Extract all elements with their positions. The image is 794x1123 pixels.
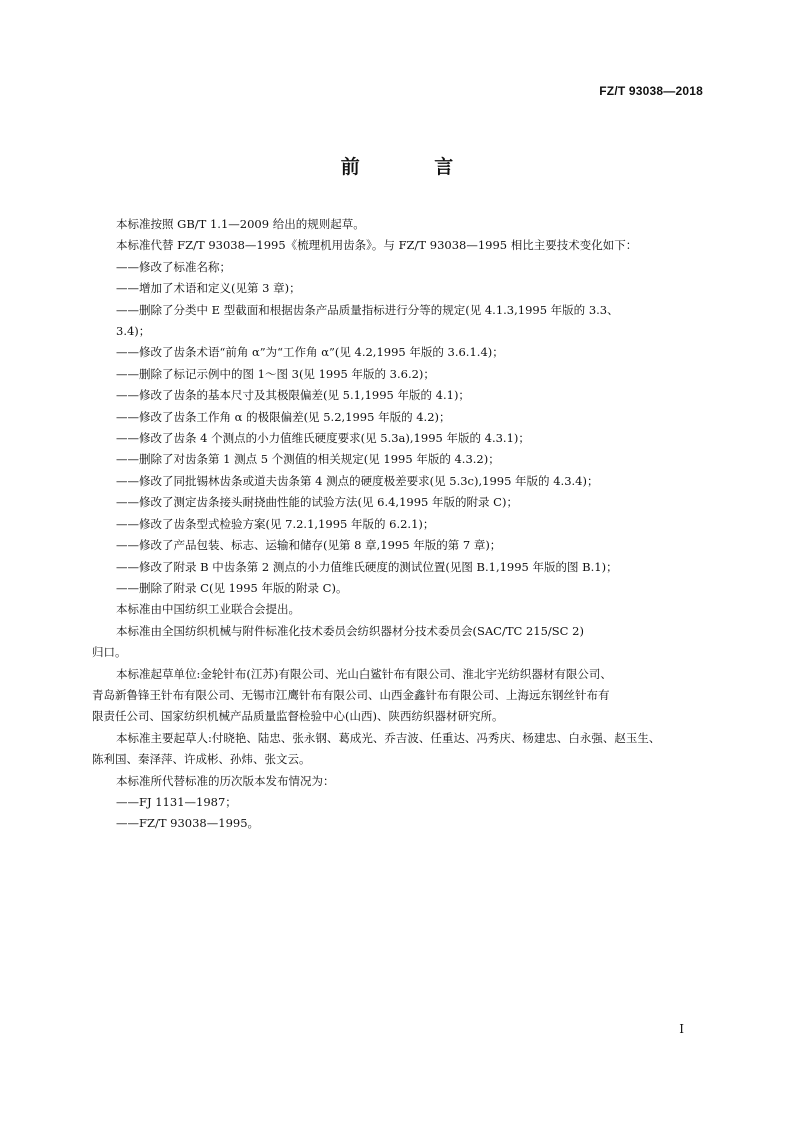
paragraph: 本标准主要起草人:付晓艳、陆忠、张永钢、葛成光、乔吉波、任重达、冯秀庆、杨建忠、白永强、赵玉生、	[116, 730, 661, 745]
list-item: ——删除了对齿条第 1 测点 5 个测值的相关规定(见 1995 年版的 4.3.2)；	[116, 452, 500, 467]
paragraph-continuation: 限责任公司、国家纺织机械产品质量监督检验中心(山西)、陕西纺织器材研究所。	[92, 709, 504, 724]
paragraph: 本标准按照 GB/T 1.1—2009 给出的规则起草。	[116, 217, 365, 231]
paragraph: 本标准起草单位:金轮针布(江苏)有限公司、光山白鲨针布有限公司、淮北宇光纺织器材有限公司、	[116, 666, 612, 681]
standard-number: FZ/T 93038—2018	[599, 84, 703, 98]
list-item: ——修改了附录 B 中齿条第 2 测点的小力值维氏硬度的测试位置(见图 B.1,1995 年版的图 B.1)；	[116, 559, 618, 574]
body-text	[92, 214, 704, 835]
paragraph: 本标准代替 FZ/T 93038—1995《梳理机用齿条》。与 FZ/T 93038—1995 相比主要技术变化如下：	[116, 238, 638, 253]
list-item: ——修改了测定齿条接头耐挠曲性能的试验方法(见 6.4,1995 年版的附录 C)；	[116, 495, 518, 510]
list-item: ——修改了齿条的基本尺寸及其极限偏差(见 5.1,1995 年版的 4.1)；	[116, 388, 470, 403]
paragraph: 本标准所代替标准的历次版本发布情况为：	[116, 773, 335, 788]
list-item: ——修改了标准名称；	[116, 259, 231, 274]
paragraph: 本标准由全国纺织机械与附件标准化技术委员会纺织器材分技术委员会(SAC/TC 215/SC 2)	[116, 623, 584, 638]
paragraph: 本标准由中国纺织工业联合会提出。	[116, 602, 300, 617]
list-item: ——修改了同批锡林齿条或道夫齿条第 4 测点的硬度极差要求(见 5.3c),1995 年版的 4.3.4)；	[116, 473, 599, 488]
list-item: ——修改了产品包装、标志、运输和储存(见第 8 章,1995 年版的第 7 章)；	[116, 538, 502, 553]
paragraph-continuation: 陈利国、秦泽萍、许成彬、孙炜、张文云。	[92, 752, 311, 767]
list-item: ——修改了齿条工作角 α 的极限偏差(见 5.2,1995 年版的 4.2)；	[116, 409, 451, 424]
list-item: ——修改了齿条型式检验方案(见 7.2.1,1995 年版的 6.2.1)；	[116, 516, 435, 531]
list-item: ——FJ 1131—1987；	[116, 794, 237, 809]
page-title: 前 言	[340, 156, 488, 178]
list-item: ——增加了术语和定义(见第 3 章)；	[116, 281, 301, 296]
page-number: I	[679, 1022, 684, 1036]
list-item: ——删除了分类中 E 型截面和根据齿条产品质量指标进行分等的规定(见 4.1.3,1995 年版的 3.3、	[116, 302, 619, 317]
list-item: ——修改了齿条术语“前角 α”为“工作角 α”(见 4.2,1995 年版的 3.6.1.4)；	[116, 345, 504, 360]
list-item: ——修改了齿条 4 个测点的小力值维氏硬度要求(见 5.3a),1995 年版的 4.3.1)；	[116, 431, 530, 446]
paragraph-continuation: 青岛新鲁锋王针布有限公司、无锡市江鹰针布有限公司、山西金鑫针布有限公司、上海远东钢丝针布有	[92, 687, 610, 702]
list-item: ——删除了附录 C(见 1995 年版的附录 C)。	[116, 580, 348, 595]
paragraph-continuation: 归口。	[92, 645, 127, 660]
list-item-continuation: 3.4)；	[116, 324, 151, 339]
list-item: ——删除了标记示例中的图 1～图 3(见 1995 年版的 3.6.2)；	[116, 366, 435, 381]
list-item: ——FZ/T 93038—1995。	[116, 816, 260, 831]
